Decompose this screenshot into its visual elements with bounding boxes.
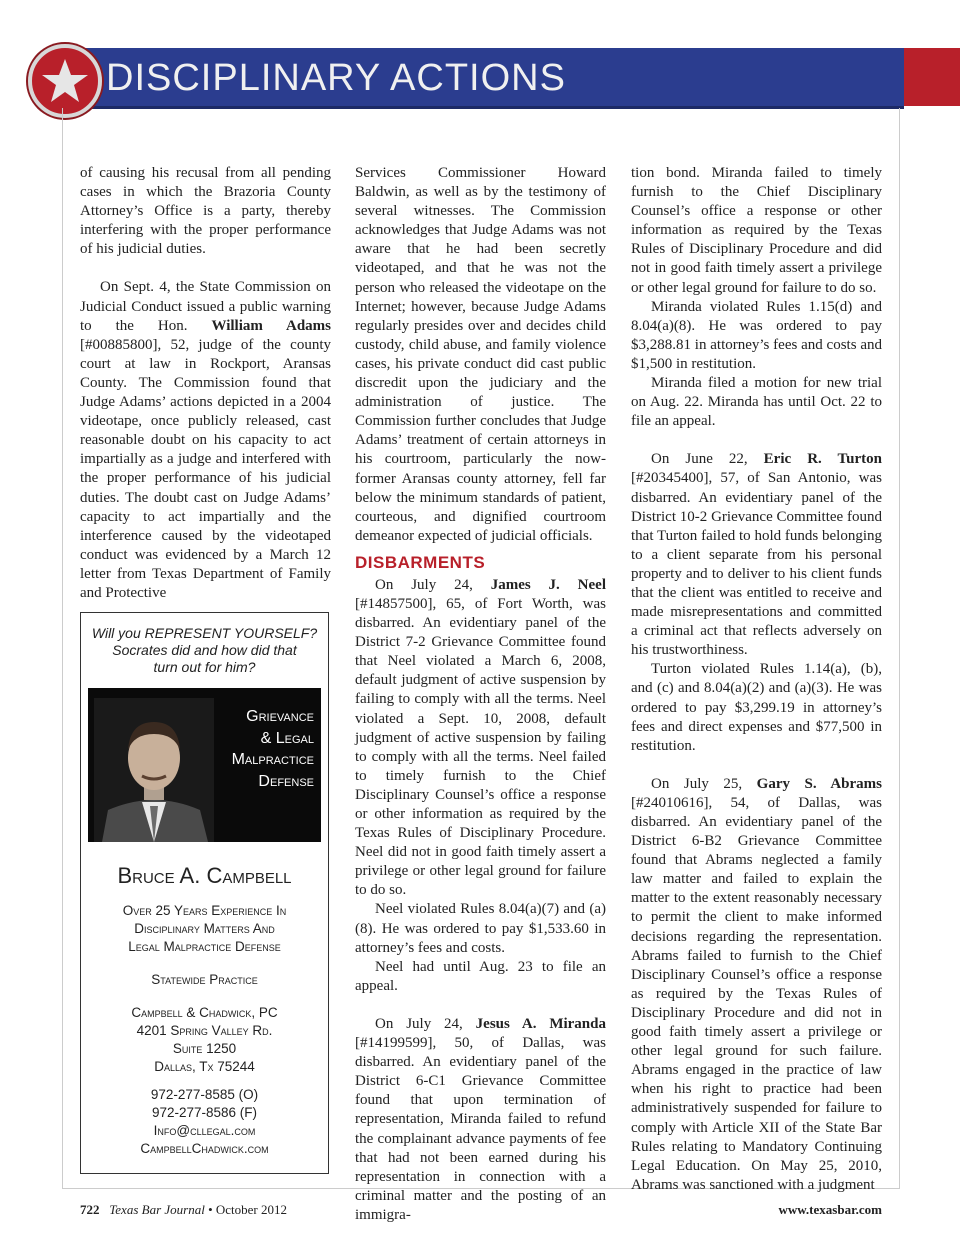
service-line: Grievance [246,708,314,725]
magazine-name: Texas Bar Journal [109,1202,205,1217]
frame-left [62,108,63,1188]
ad-practice: Statewide Practice [151,972,258,987]
article-column-1 [80,164,331,603]
text: On July 24, [375,576,491,593]
text: [#20345400], 57, of San Antonio, was disbarred. An evidentiary panel of the District 10-2 Grievance Committee found that Turton failed to hold funds belonging to a client separate from his personal property and to deliver to his client funds that the client was entitled to receive and made misrepresentations and committed a criminal act that reflects adversely on his trustworthiness. [631,470,882,659]
footer-page-info [80,1202,287,1218]
paragraph: tion bond. Miranda failed to timely furnish to the Chief Disciplinary Counsel’s office a response or other information as required by the Texas Rules of Disciplinary Procedure and did not in good faith timely assert a privilege or other legal ground for failure to do so. [631,165,882,296]
paragraph [355,576,606,901]
text: [#14857500], 65, of Fort Worth, was disbarred. An evidentiary panel of the District 7-2 Grievance Committee found that Neel violated a March 6, 2008, default judgment of active suspension by failing to comply with all the terms. Neel violated a Sept. 10, 2008, default judgment of active suspension by failing to comply with all the terms. Neel failed to timely furnish to the Chief Disciplinary Counsel’s office a response or other information as required by the Texas Rules of Disciplinary Procedure. Neel did not in good faith timely assert a privilege or other legal ground for failure to do so. [355,595,606,899]
text: On Sept. 4, the State Commission on Judicial Conduct issued a public warning to the Hon. [80,279,331,334]
ad-experience: Disciplinary Matters And [134,921,275,936]
service-line: Malpractice [231,751,314,768]
ad-fax: 972-277-8586 (F) [151,1105,258,1120]
text: [#24010616], 54, of Dallas, was disbarred. An evidentiary panel of the District 6-B2 Grievance Committee found that Abrams neglected a family law matter and failed to explain the matter to the extent reasonably necessary to permit the client to make informed decisions regarding the representation. Abrams failed to furnish to the Chief Disciplinary Counsel’s office a response as required by the Texas Rules of Disciplinary Procedure and did not in good faith timely assert a privilege or other legal ground for such failure. Abrams engaged in the practice of law when his right to practice had been administratively suspended for failure to comply with Article XII of the State Bar Rules relating to Mandatory Continuing Legal Education. On May 25, 2010, Abrams was sanctioned with a judgment [631,794,882,1193]
ad-question [81,625,328,676]
ad-photo-panel [88,688,321,842]
star-badge [28,44,102,118]
paragraph: Turton violated Rules 1.14(a), (b), and (c) and 8.04(a)(2) and (a)(3). He was ordered to pay $3,299.19 in attorney’s fees and direct expenses and $77,500 in restitution. [631,661,882,754]
page-number: 722 [80,1202,100,1217]
text: On June 22, [651,451,764,468]
paragraph [80,278,331,603]
ad-suite: Suite 1250 [172,1041,237,1056]
ad-email: Info@cllegal.com [153,1123,256,1138]
paragraph: Miranda violated Rules 1.15(d) and 8.04(a)(8). He was ordered to pay $3,288.81 in attorney’s fees and costs and $1,500 in restitution. [631,298,882,372]
section-heading-disbarments: DISBARMENTS [355,552,486,572]
footer-website-link[interactable]: www.texasbar.com [778,1202,882,1217]
respondent-name: Jesus A. Miranda [475,1015,606,1032]
star-icon [40,56,90,106]
footer-separator: • [208,1202,213,1217]
ad-services [206,706,314,792]
text: On July 24, [375,1015,476,1032]
ad-attorney-name: Bruce A. Campbell [117,863,292,888]
paragraph: of causing his recusal from all pending cases in which the Brazoria County Attorney’s Office is a party, thereby interfering with the proper performance of his judicial duties. [80,165,331,258]
respondent-name: Gary S. Abrams [756,775,882,792]
paragraph [631,450,882,660]
service-line: & Legal [260,729,314,747]
paragraph [631,775,882,1195]
paragraph: Neel had until Aug. 23 to file an appeal. [355,958,606,994]
ad-question-line: turn out for him? [153,659,256,675]
respondent-name: William Adams [211,317,332,334]
respondent-name: James J. Neel [490,576,606,593]
paragraph: Miranda filed a motion for new trial on Aug. 22. Miranda has until Oct. 22 to file an appeal. [631,375,882,430]
ad-website: CampbellChadwick.com [140,1141,269,1156]
paragraph: Services Commissioner Howard Baldwin, as well as by the testimony of several witnesses. The Commission acknowledges that Judge Adams was not aware that he had been secretly videotaped, and that he was not the person who released the videotape on the Internet; however, because Judge Adams regularly presides over and decides child custody, child abuse, and family violence cases, his private conduct did cast public discredit upon the judiciary and the administration of justice. The Commission further concludes that Judge Adams’ treatment of certain attorneys in his courtroom, particularly the now-former Aransas county attorney, fell far below the minimum standards of patient, courteous, and dignified courtroom demeanor expected of judicial officials. [355,165,606,544]
advertisement [80,612,329,1174]
paragraph: Neel violated Rules 8.04(a)(7) and (a)(8). He was ordered to pay $1,533.60 in attorney’s fees and costs. [355,901,606,956]
header-red-block [904,48,960,106]
page-title: DISCIPLINARY ACTIONS [106,57,566,99]
ad-street: 4201 Spring Valley Rd. [136,1023,273,1038]
service-line: Defense [258,772,314,790]
respondent-name: Eric R. Turton [763,451,882,468]
text: On July 25, [651,775,757,792]
ad-experience: Over 25 Years Experience In [122,903,287,918]
ad-question-line: Will you [91,625,145,641]
text: [#00885800], 52, judge of the county court at law in Rockport, Aransas County. The Commission found that Judge Adams’ actions depicted in a 2004 videotape, once publicly released, cast reasonable doubt on his capacity to act impartially as a judge and interfered with the proper performance of his judicial duties. The doubt cast on Judge Adams’ capacity to act impartially and the interference caused by the videotaped conduct was evidenced by a March 12 letter from Texas Department of Family and Protective [80,336,331,601]
frame-right [899,108,900,1188]
text: [#14199599], 50, of Dallas, was disbarred. An evidentiary panel of the District 6-C1 Grievance Committee found that upon termination of representation, Miranda failed to refund the complainant advance payments of fee that had not been earned during his representation in connection with a criminal matter and the posting of an immigra- [355,1035,606,1223]
ad-question-emphasis: REPRESENT YOURSELF? [144,625,318,641]
paragraph [355,1015,606,1225]
article-column-3 [631,164,882,1195]
article-column-2 [355,164,606,1225]
ad-question-line: Socrates did and how did that [112,642,297,658]
ad-phone: 972-277-8585 (O) [150,1087,259,1102]
issue-date: October 2012 [215,1202,288,1217]
ad-experience: Legal Malpractice Defense [128,939,281,954]
attorney-portrait [94,698,214,842]
ad-city: Dallas, Tx 75244 [154,1059,255,1074]
ad-firm: Campbell & Chadwick, PC [131,1005,278,1020]
